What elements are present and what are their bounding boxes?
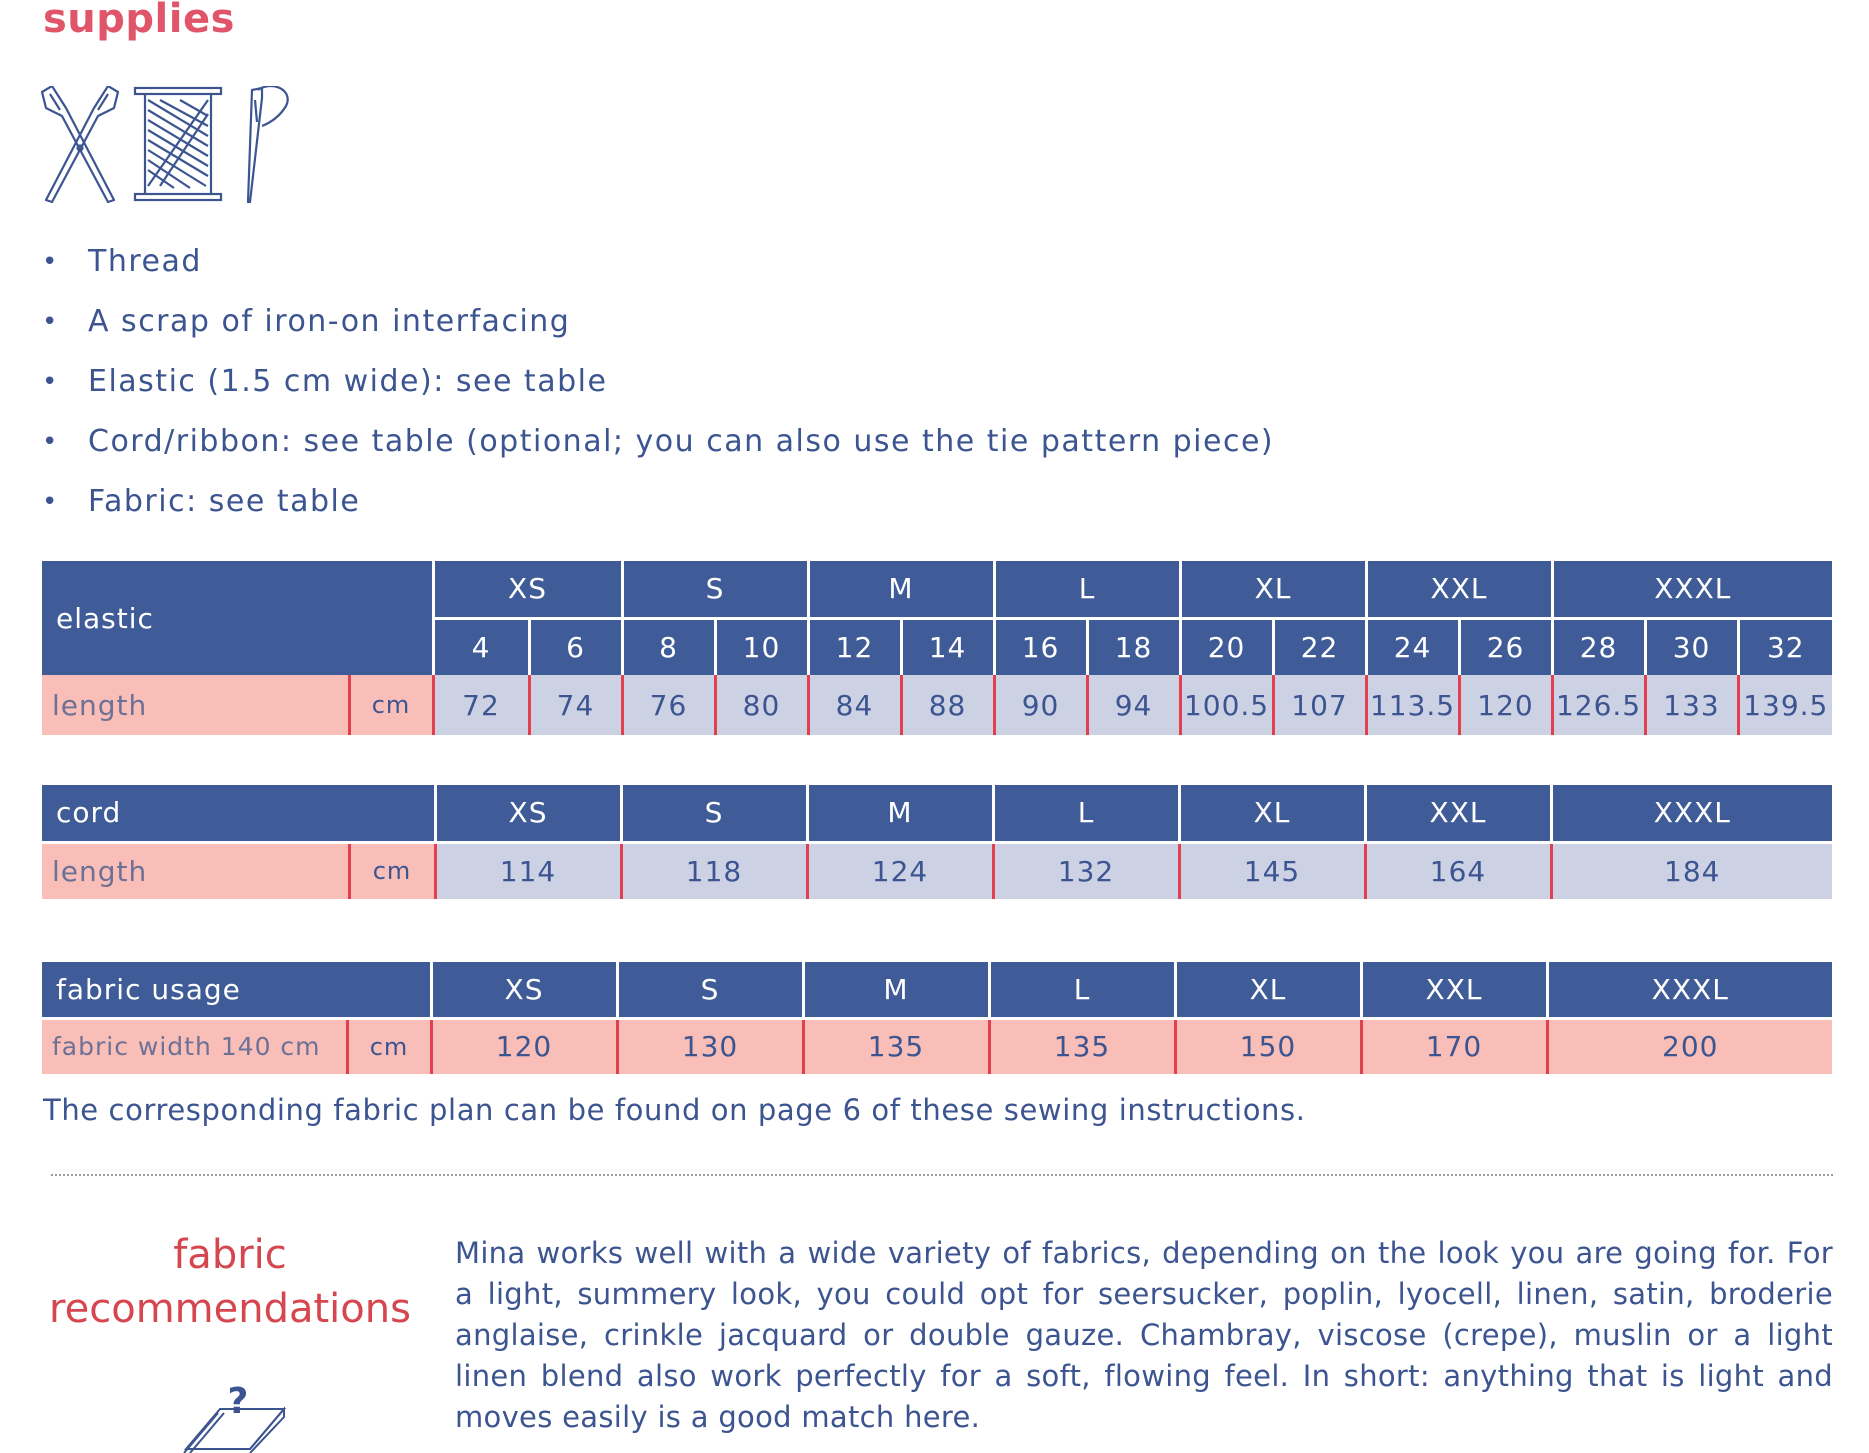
- size-number: 8: [622, 618, 715, 675]
- supplies-list: [42, 241, 1274, 541]
- supply-item-cord: [42, 421, 1274, 481]
- supplies-heading: supplies: [43, 0, 235, 42]
- bullet: •: [42, 487, 59, 517]
- size-header: L: [994, 561, 1180, 618]
- row-label: length: [42, 842, 349, 899]
- table-cell: 90: [994, 675, 1087, 735]
- table-cell: 135: [803, 1018, 989, 1074]
- size-header: XXXL: [1551, 785, 1832, 842]
- supply-icons: [40, 86, 330, 206]
- table-cell: 130: [617, 1018, 803, 1074]
- table-cell: 80: [715, 675, 808, 735]
- table-cell: 74: [529, 675, 622, 735]
- size-number: 28: [1552, 618, 1645, 675]
- bullet: •: [42, 247, 59, 277]
- question-mark: ?: [227, 1383, 249, 1422]
- supply-item-elastic: [42, 361, 1274, 421]
- supply-item-label: A scrap of iron-on interfacing: [88, 304, 571, 339]
- size-number: 12: [808, 618, 901, 675]
- table-cell: 132: [993, 842, 1179, 899]
- size-number: 10: [715, 618, 808, 675]
- fabric-question-icon: [180, 1383, 300, 1453]
- table-cell: 118: [621, 842, 807, 899]
- table-cell: 133: [1645, 675, 1738, 735]
- size-header: XXL: [1366, 561, 1552, 618]
- size-header: M: [803, 962, 989, 1018]
- size-number: 14: [901, 618, 994, 675]
- size-number: 4: [433, 618, 529, 675]
- fabric-recommendations-text: Mina works well with a wide variety of fabrics, depending on the look you are going for. For a light, summery look, you could opt for seersucker, poplin, lyocell, linen, satin, broderie anglaise, crinkle jacquard or double gauze. Chambray, viscose (crepe), muslin or a light linen blend also work perfectly for a soft, flowing feel. In short: anything that is light and moves easily is a good match here.: [455, 1236, 1833, 1434]
- dotted-divider: [51, 1174, 1833, 1176]
- elastic-title: elastic: [42, 561, 433, 675]
- size-number: 24: [1366, 618, 1459, 675]
- cord-table: [42, 785, 1832, 899]
- supply-item-fabric: [42, 481, 1274, 541]
- size-header: L: [989, 962, 1175, 1018]
- size-header: XL: [1179, 785, 1365, 842]
- supply-item-label: Fabric: see table: [88, 484, 361, 519]
- table-cell: 184: [1551, 842, 1832, 899]
- needle-icon: [248, 86, 288, 202]
- size-number: 20: [1180, 618, 1273, 675]
- size-header: M: [807, 785, 993, 842]
- table-cell: 107: [1273, 675, 1366, 735]
- size-number: 32: [1738, 618, 1832, 675]
- table-cell: 170: [1361, 1018, 1547, 1074]
- size-header: M: [808, 561, 994, 618]
- unit-label: cm: [349, 842, 435, 899]
- table-cell: 200: [1547, 1018, 1832, 1074]
- table-cell: 88: [901, 675, 994, 735]
- table-cell: 100.5: [1180, 675, 1273, 735]
- table-cell: 135: [989, 1018, 1175, 1074]
- table-cell: 139.5: [1738, 675, 1832, 735]
- table-cell: 72: [433, 675, 529, 735]
- row-label: fabric width 140 cm: [42, 1018, 347, 1074]
- size-header: S: [617, 962, 803, 1018]
- table-cell: 120: [431, 1018, 617, 1074]
- elastic-table: [42, 561, 1832, 735]
- row-label: length: [42, 675, 349, 735]
- unit-label: cm: [347, 1018, 431, 1074]
- table-cell: 124: [807, 842, 993, 899]
- title-line: fabric: [173, 1232, 287, 1278]
- bullet: •: [42, 307, 59, 337]
- table-cell: 164: [1365, 842, 1551, 899]
- size-number: 22: [1273, 618, 1366, 675]
- size-header: XL: [1180, 561, 1366, 618]
- size-number: 6: [529, 618, 622, 675]
- size-header: XXL: [1365, 785, 1551, 842]
- bullet: •: [42, 427, 59, 457]
- size-header: XXXL: [1552, 561, 1832, 618]
- table-cell: 114: [435, 842, 621, 899]
- title-line: recommendations: [49, 1286, 411, 1332]
- unit-label: cm: [349, 675, 433, 735]
- supply-item-label: Cord/ribbon: see table (optional; you can also use the tie pattern piece): [88, 424, 1275, 459]
- supply-item-label: Thread: [88, 244, 202, 279]
- table-cell: 150: [1175, 1018, 1361, 1074]
- size-header: XS: [433, 561, 622, 618]
- size-header: XS: [431, 962, 617, 1018]
- table-cell: 76: [622, 675, 715, 735]
- table-cell: 84: [808, 675, 901, 735]
- supply-item-interfacing: [42, 301, 1274, 361]
- table-cell: 113.5: [1366, 675, 1459, 735]
- table-cell: 120: [1459, 675, 1552, 735]
- supply-item-thread: [42, 241, 1274, 301]
- table-cell: 126.5: [1552, 675, 1645, 735]
- fabric-usage-table: [42, 962, 1832, 1074]
- supply-item-label: Elastic (1.5 cm wide): see table: [88, 364, 608, 399]
- size-header: S: [622, 561, 808, 618]
- fabric-usage-title: fabric usage: [42, 962, 431, 1018]
- size-number: 18: [1087, 618, 1180, 675]
- size-header: XXL: [1361, 962, 1547, 1018]
- scissors-icon: [42, 86, 118, 202]
- cord-title: cord: [42, 785, 435, 842]
- size-header: XXXL: [1547, 962, 1832, 1018]
- size-number: 30: [1645, 618, 1738, 675]
- fabric-plan-note: The corresponding fabric plan can be found on page 6 of these sewing instructions.: [43, 1093, 1306, 1127]
- size-header: L: [993, 785, 1179, 842]
- table-cell: 94: [1087, 675, 1180, 735]
- size-number: 16: [994, 618, 1087, 675]
- size-header: XL: [1175, 962, 1361, 1018]
- bullet: •: [42, 367, 59, 397]
- size-header: XS: [435, 785, 621, 842]
- fabric-recommendations-title: [40, 1228, 420, 1336]
- size-header: S: [621, 785, 807, 842]
- thread-spool-icon: [135, 88, 221, 200]
- size-number: 26: [1459, 618, 1552, 675]
- table-cell: 145: [1179, 842, 1365, 899]
